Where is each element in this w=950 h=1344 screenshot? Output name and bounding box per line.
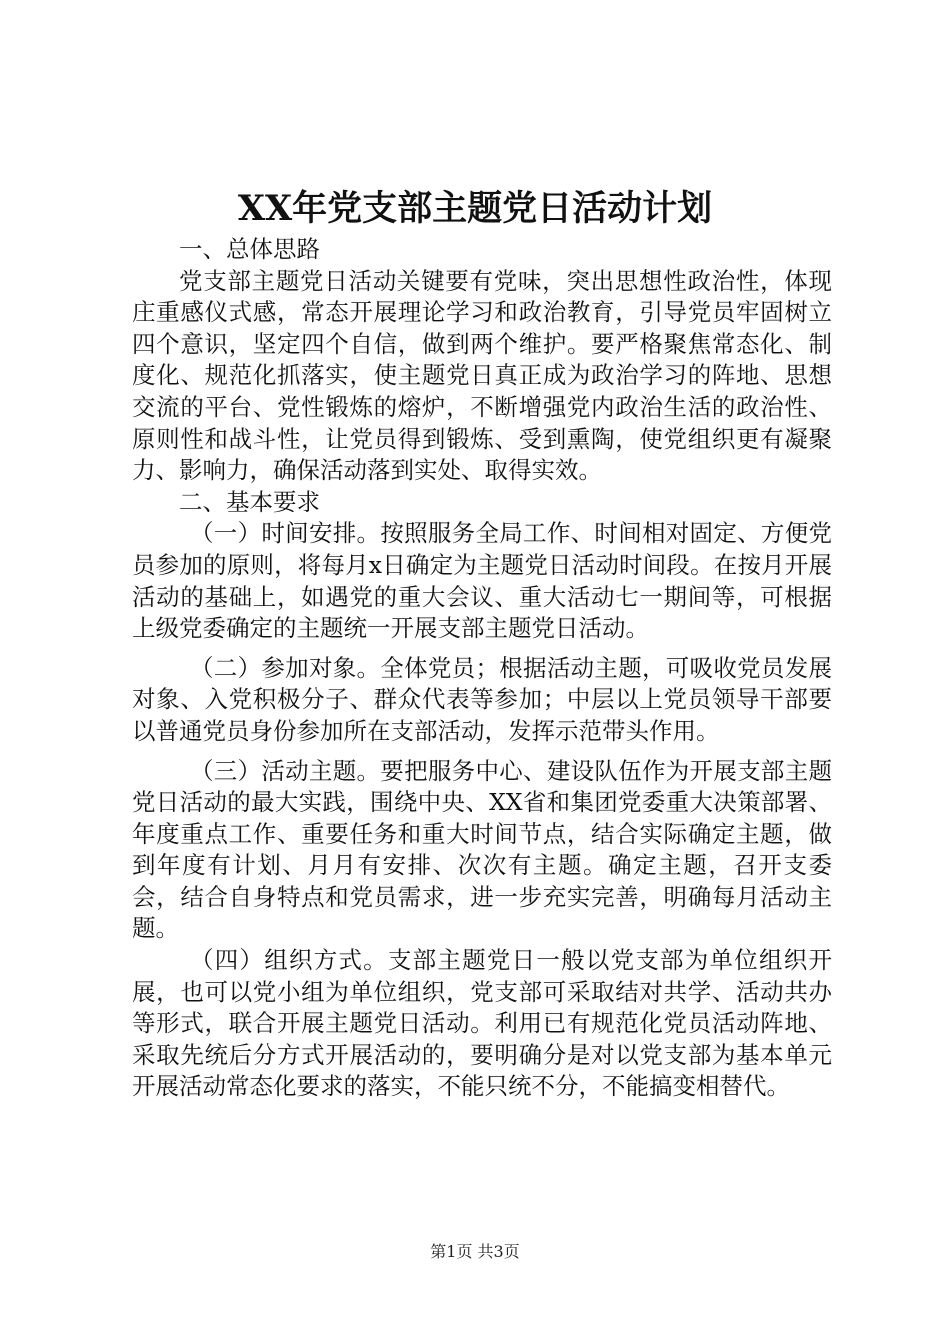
paragraph-organization-method: （四）组织方式。支部主题党日一般以党支部为单位组织开展，也可以党小组为单位组织，党支部可采取结对共学、活动共办等形式，联合开展主题党日活动。利用已有规范化党员活动阵地、采取先统后分方式开展活动的，要明确分是对以党支部为基本单元开展活动常态化要求的落实，不能只统不分，不能搞变相替代。	[132, 946, 832, 1101]
section-heading-basic-requirements: 二、基本要求	[179, 487, 320, 516]
document-body	[132, 234, 832, 1103]
paragraph-participants: （二）参加对象。全体党员；根据活动主题，可吸收党员发展对象、入党积极分子、群众代表等参加；中层以上党员领导干部要以普通党员身份参加所在支部活动，发挥示范带头作用。	[132, 653, 832, 745]
document-title: XX年党支部主题党日活动计划	[237, 188, 713, 229]
paragraph-activity-theme: （三）活动主题。要把服务中心、建设队伍作为开展支部主题党日活动的最大实践，围绕中央、XX省和集团党委重大决策部署、年度重点工作、重要任务和重大时间节点，结合实际确定主题，做到年度有计划、月月有安排、次次有主题。确定主题，召开支委会，结合自身特点和党员需求，进一步充实完善，明确每月活动主题。	[132, 756, 832, 943]
paragraph-time-arrangement: （一）时间安排。按照服务全局工作、时间相对固定、方便党员参加的原则，将每月x日确定为主题党日活动时间段。在按月开展活动的基础上，如遇党的重大会议、重大活动七一期间等，可根据上级党委确定的主题统一开展支部主题党日活动。	[132, 519, 832, 643]
section-heading-overall-approach: 一、总体思路	[179, 235, 320, 263]
page-number-footer: 第1页 共3页	[430, 1242, 520, 1261]
paragraph-overall-approach: 党支部主题党日活动关键要有党味，突出思想性政治性，体现庄重感仪式感，常态开展理论学习和政治教育，引导党员牢固树立四个意识，坚定四个自信，做到两个维护。要严格聚焦常态化、制度化、规范化抓落实，使主题党日真正成为政治学习的阵地、思想交流的平台、党性锻炼的熔炉，不断增强党内政治生活的政治性、原则性和战斗性，让党员得到锻炼、受到熏陶，使党组织更有凝聚力、影响力，确保活动落到实处、取得实效。	[132, 266, 832, 485]
